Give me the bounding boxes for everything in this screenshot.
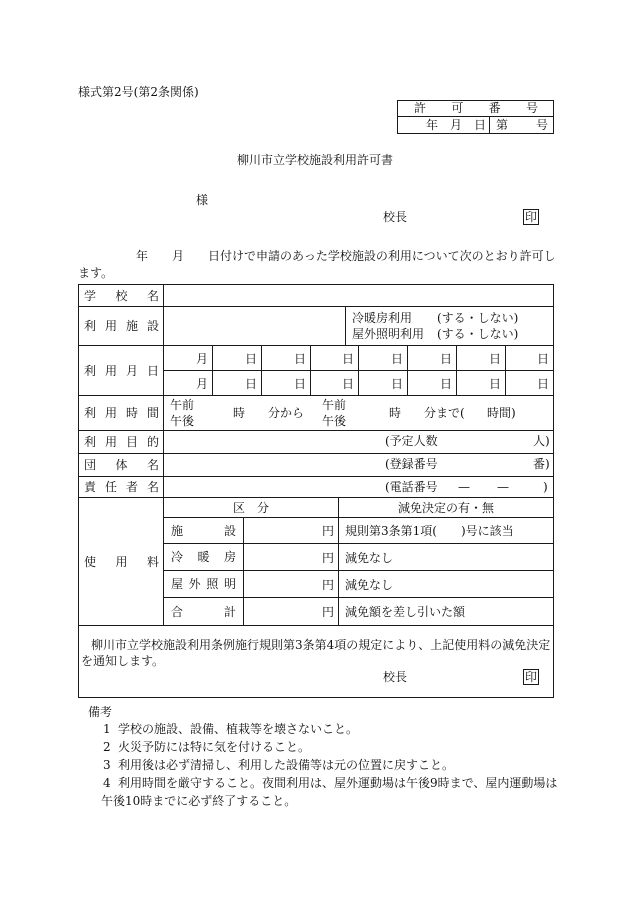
remark-text: 火災予防には特に気を付けること。 [118,740,311,754]
end-hour-label: 時 [389,406,402,420]
document-title: 柳川市立学校施設利用許可書 [236,153,393,167]
fee-item-cell [163,543,244,571]
date-cell: 月 [163,370,213,396]
fee-item-label: 施設 [171,523,236,538]
date-cell: 日 [212,345,262,371]
facility-options-cell [345,306,554,346]
reduction-notice-cell [78,625,554,698]
purpose-label: 利用目的 [84,435,159,449]
remark-text: 利用後は必ず清掃し、利用した設備等は元の位置に戻すこと。 [118,758,455,772]
date-cell: 日 [358,345,408,371]
fee-label: 使用料 [84,554,159,569]
start-pm-label: 午後 [170,414,195,428]
permit-number-header: 許 可 番 号 [414,101,538,115]
fee-total-label: 合計 [171,604,236,619]
phone-number-label: (電話番号 [385,480,438,494]
phone-number-close: ) [543,480,548,494]
date-cell: 月 [163,345,213,371]
fee-item-label: 屋外照明 [171,577,236,591]
school-name-field [163,284,554,307]
fee-label-cell [78,497,164,626]
purpose-label-cell [78,430,164,454]
notice-line-2: を通知します。 [81,654,165,668]
facility-field [163,306,346,346]
date-cell: 日 [407,370,457,396]
group-label-cell [78,453,164,477]
fee-amount-cell: 円 [243,517,339,544]
permit-date-cell [397,116,490,134]
fee-reduction-cell: 減免なし [338,543,554,571]
time-field [163,395,554,431]
notice-issuer-title: 校長 [383,670,408,684]
dates-label-cell [78,345,164,396]
date-cell: 日 [456,370,506,396]
issuer-seal: 印 [524,210,537,224]
end-am-label: 午前 [322,398,347,412]
date-cell: 日 [261,345,311,371]
start-hour-label: 時 [233,406,246,420]
lighting-usage-label: 屋外照明利用 [352,327,425,341]
time-label: 利用時間 [84,406,159,420]
fee-item-cell [163,517,244,544]
fee-reduction-header: 減免決定の有・無 [338,497,554,518]
fee-total-cell [163,597,244,626]
heating-usage-choice: (する・しない) [437,311,519,325]
remark-text: 利用時間を厳守すること。夜間利用は、屋外運動場は午後9時まで、屋内運動場は [118,776,558,790]
lighting-usage-choice: (する・しない) [437,327,519,341]
issuer-title: 校長 [383,210,408,224]
fee-amount-cell: 円 [243,570,339,598]
permit-number-cell [489,116,554,134]
fee-category-header: 区 分 [163,497,339,518]
school-name-label: 学校名 [84,288,159,303]
expected-attendance-label: (予定人数 [385,434,438,448]
purpose-field [163,430,554,454]
form-number: 様式第2号(第2条関係) [78,85,199,99]
end-minute-until-label: 分まで( [424,406,465,420]
fee-item-label: 冷暖房 [171,550,236,564]
date-cell: 日 [212,370,262,396]
phone-dash: — [458,480,470,494]
date-cell: 日 [505,345,554,371]
remark-text: 学校の施設、設備、植栽等を壊さないこと。 [118,722,359,736]
permit-number-header-cell [397,100,554,117]
permit-number-prefix: 第 [496,118,509,132]
date-cell: 日 [505,370,554,396]
responsible-label: 責任者名 [84,480,159,494]
notice-line-1: 柳川市立学校施設利用条例施行規則第3条第4項の規定により、上記使用料の減免決定 [91,638,551,652]
date-cell: 日 [310,370,359,396]
date-cell: 日 [407,345,457,371]
permit-month-label: 月 [450,118,463,132]
fee-reduction-cell: 規則第3条第1項( )号に該当 [338,517,554,544]
date-cell: 日 [358,370,408,396]
date-cell: 日 [310,345,359,371]
remark-text-continuation: 午後10時までに必ず終了すること。 [101,794,297,808]
fee-amount-cell: 円 [243,543,339,571]
duration-label: 時間) [487,406,516,420]
fee-total-amount-cell: 円 [243,597,339,626]
facility-label: 利用施設 [84,319,159,333]
remark-number: 4 [103,776,111,790]
school-name-label-cell [78,284,164,307]
responsible-field [163,476,554,498]
fee-reduction-cell: 減免なし [338,570,554,598]
fee-item-cell [163,570,244,598]
group-label: 団体名 [84,458,159,472]
responsible-label-cell [78,476,164,498]
remark-number: 3 [103,758,111,772]
intro-line-2: ます。 [78,266,114,280]
start-minute-from-label: 分から [268,406,305,420]
registration-number-label: (登録番号 [385,457,438,471]
notice-seal: 印 [524,670,537,684]
remarks-heading: 備考 [88,705,113,719]
addressee-suffix: 様 [196,193,209,207]
remark-number: 2 [103,740,111,754]
dates-label: 利用月日 [84,363,159,378]
heating-usage-label: 冷暖房利用 [352,311,413,325]
registration-number-unit: 番) [533,457,550,471]
date-cell: 日 [456,345,506,371]
remark-number: 1 [103,722,111,736]
permit-day-label: 日 [474,118,487,132]
end-pm-label: 午後 [322,414,347,428]
fee-total-reduction-cell: 減免額を差し引いた額 [338,597,554,626]
time-label-cell [78,395,164,431]
permit-number-suffix: 号 [536,118,549,132]
group-field [163,453,554,477]
start-am-label: 午前 [170,398,195,412]
date-cell: 日 [261,370,311,396]
phone-dash: — [497,480,509,494]
facility-label-cell [78,306,164,346]
expected-attendance-unit: 人) [533,434,550,448]
permit-year-label: 年 [426,118,439,132]
intro-line-1: 年 月 日付けで申請のあった学校施設の利用について次のとおり許可し [136,249,556,263]
